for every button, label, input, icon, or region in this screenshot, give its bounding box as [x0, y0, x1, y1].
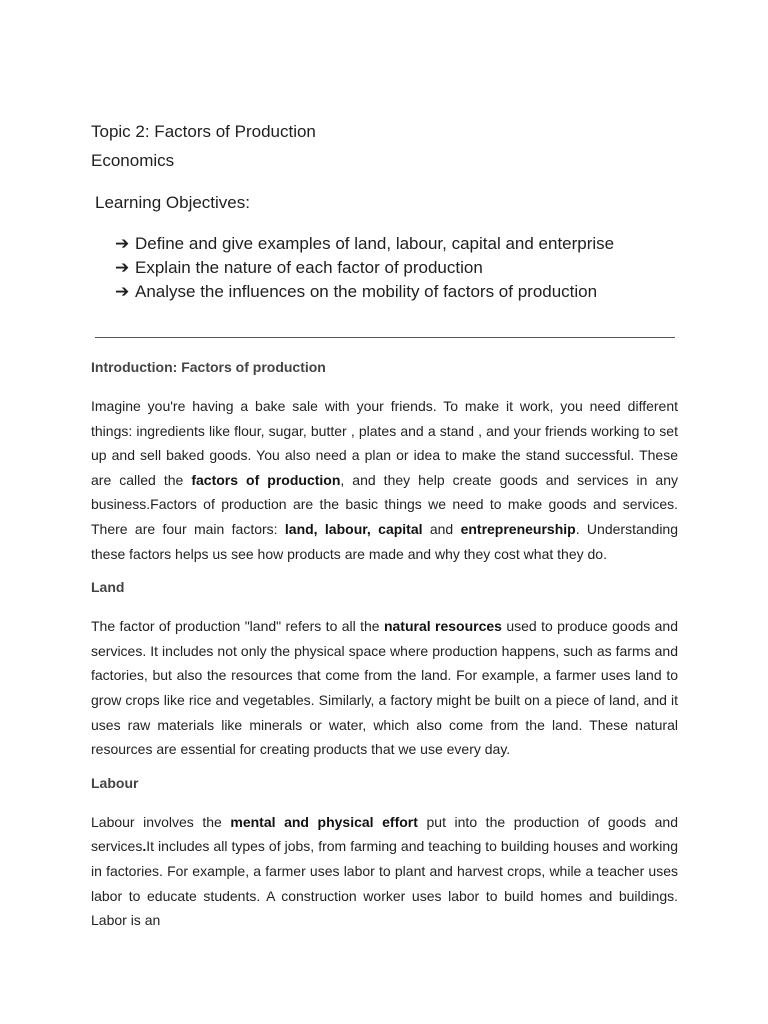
labour-heading: Labour [91, 774, 139, 791]
objective-item [115, 256, 678, 280]
labour-paragraph [91, 810, 678, 933]
land-paragraph [91, 614, 678, 762]
intro-text: . Understanding these factors helps us see how products are made and why they cost what they do. [91, 520, 678, 562]
topic-title: Topic 2: Factors of Production [91, 122, 316, 141]
land-heading: Land [91, 579, 125, 596]
labour-text: put into the production of goods and services [91, 813, 679, 855]
labour-text: It includes all types of jobs, from farming and teaching to building houses and working in factories. For example, a farmer uses labor to plant and harvest crops, while a teacher uses labor to educate students. A construction worker uses labor to build homes and buildings. Labor is an [91, 838, 678, 929]
intro-text: , and they help create goods and services in any business.Factors of production are the basic things we need to make goods and services. There are four main factors: [91, 471, 678, 537]
intro-paragraph [91, 394, 678, 566]
labour-text: Labour involves the [91, 813, 231, 830]
labour-bold-term: mental and physical effort [230, 813, 418, 830]
labour-bold-term: . [142, 838, 147, 855]
arrow-icon: ➔ [115, 258, 130, 277]
document-content [91, 117, 678, 933]
objective-text: Define and give examples of land, labour, capital and enterprise [135, 234, 615, 253]
objective-item [115, 232, 678, 256]
intro-heading: Introduction: Factors of production [91, 359, 326, 375]
intro-bold-term: factors of production [191, 471, 341, 488]
objectives-list [91, 232, 678, 304]
objective-text: Explain the nature of each factor of production [135, 258, 483, 277]
objective-text: Analyse the influences on the mobility of factors of production [135, 282, 598, 301]
land-text: The factor of production "land" refers to all the [91, 618, 384, 635]
intro-bold-term: entrepreneurship [460, 520, 576, 537]
arrow-icon: ➔ [115, 234, 130, 253]
intro-text: Imagine you're having a bake sale with your friends. To make it work, you need different things: ingredients like flour, sugar, butter , plates and a stand , and your friends working to set up and sell baked goods. You also need a plan or idea to make the stand successful. These are called the [91, 398, 678, 488]
arrow-icon: ➔ [115, 282, 130, 301]
land-bold-term: natural resources [383, 618, 502, 635]
objective-item [115, 280, 678, 304]
objectives-heading: Learning Objectives: [95, 193, 250, 212]
horizontal-divider [95, 337, 675, 338]
subject-title: Economics [91, 151, 175, 170]
intro-bold-term: land, labour, capital [284, 520, 423, 537]
intro-text: and [422, 520, 461, 537]
land-text: used to produce goods and services. It includes not only the physical space where production happens, such as farms and factories, but also the resources that come from the land. For example, a farmer uses land to grow crops like rice and vegetables. Similarly, a factory might be built on a piece of land, and it uses raw materials like minerals or water, which also come from the land. These natural resources are essential for creating products that we use every day. [91, 618, 679, 758]
